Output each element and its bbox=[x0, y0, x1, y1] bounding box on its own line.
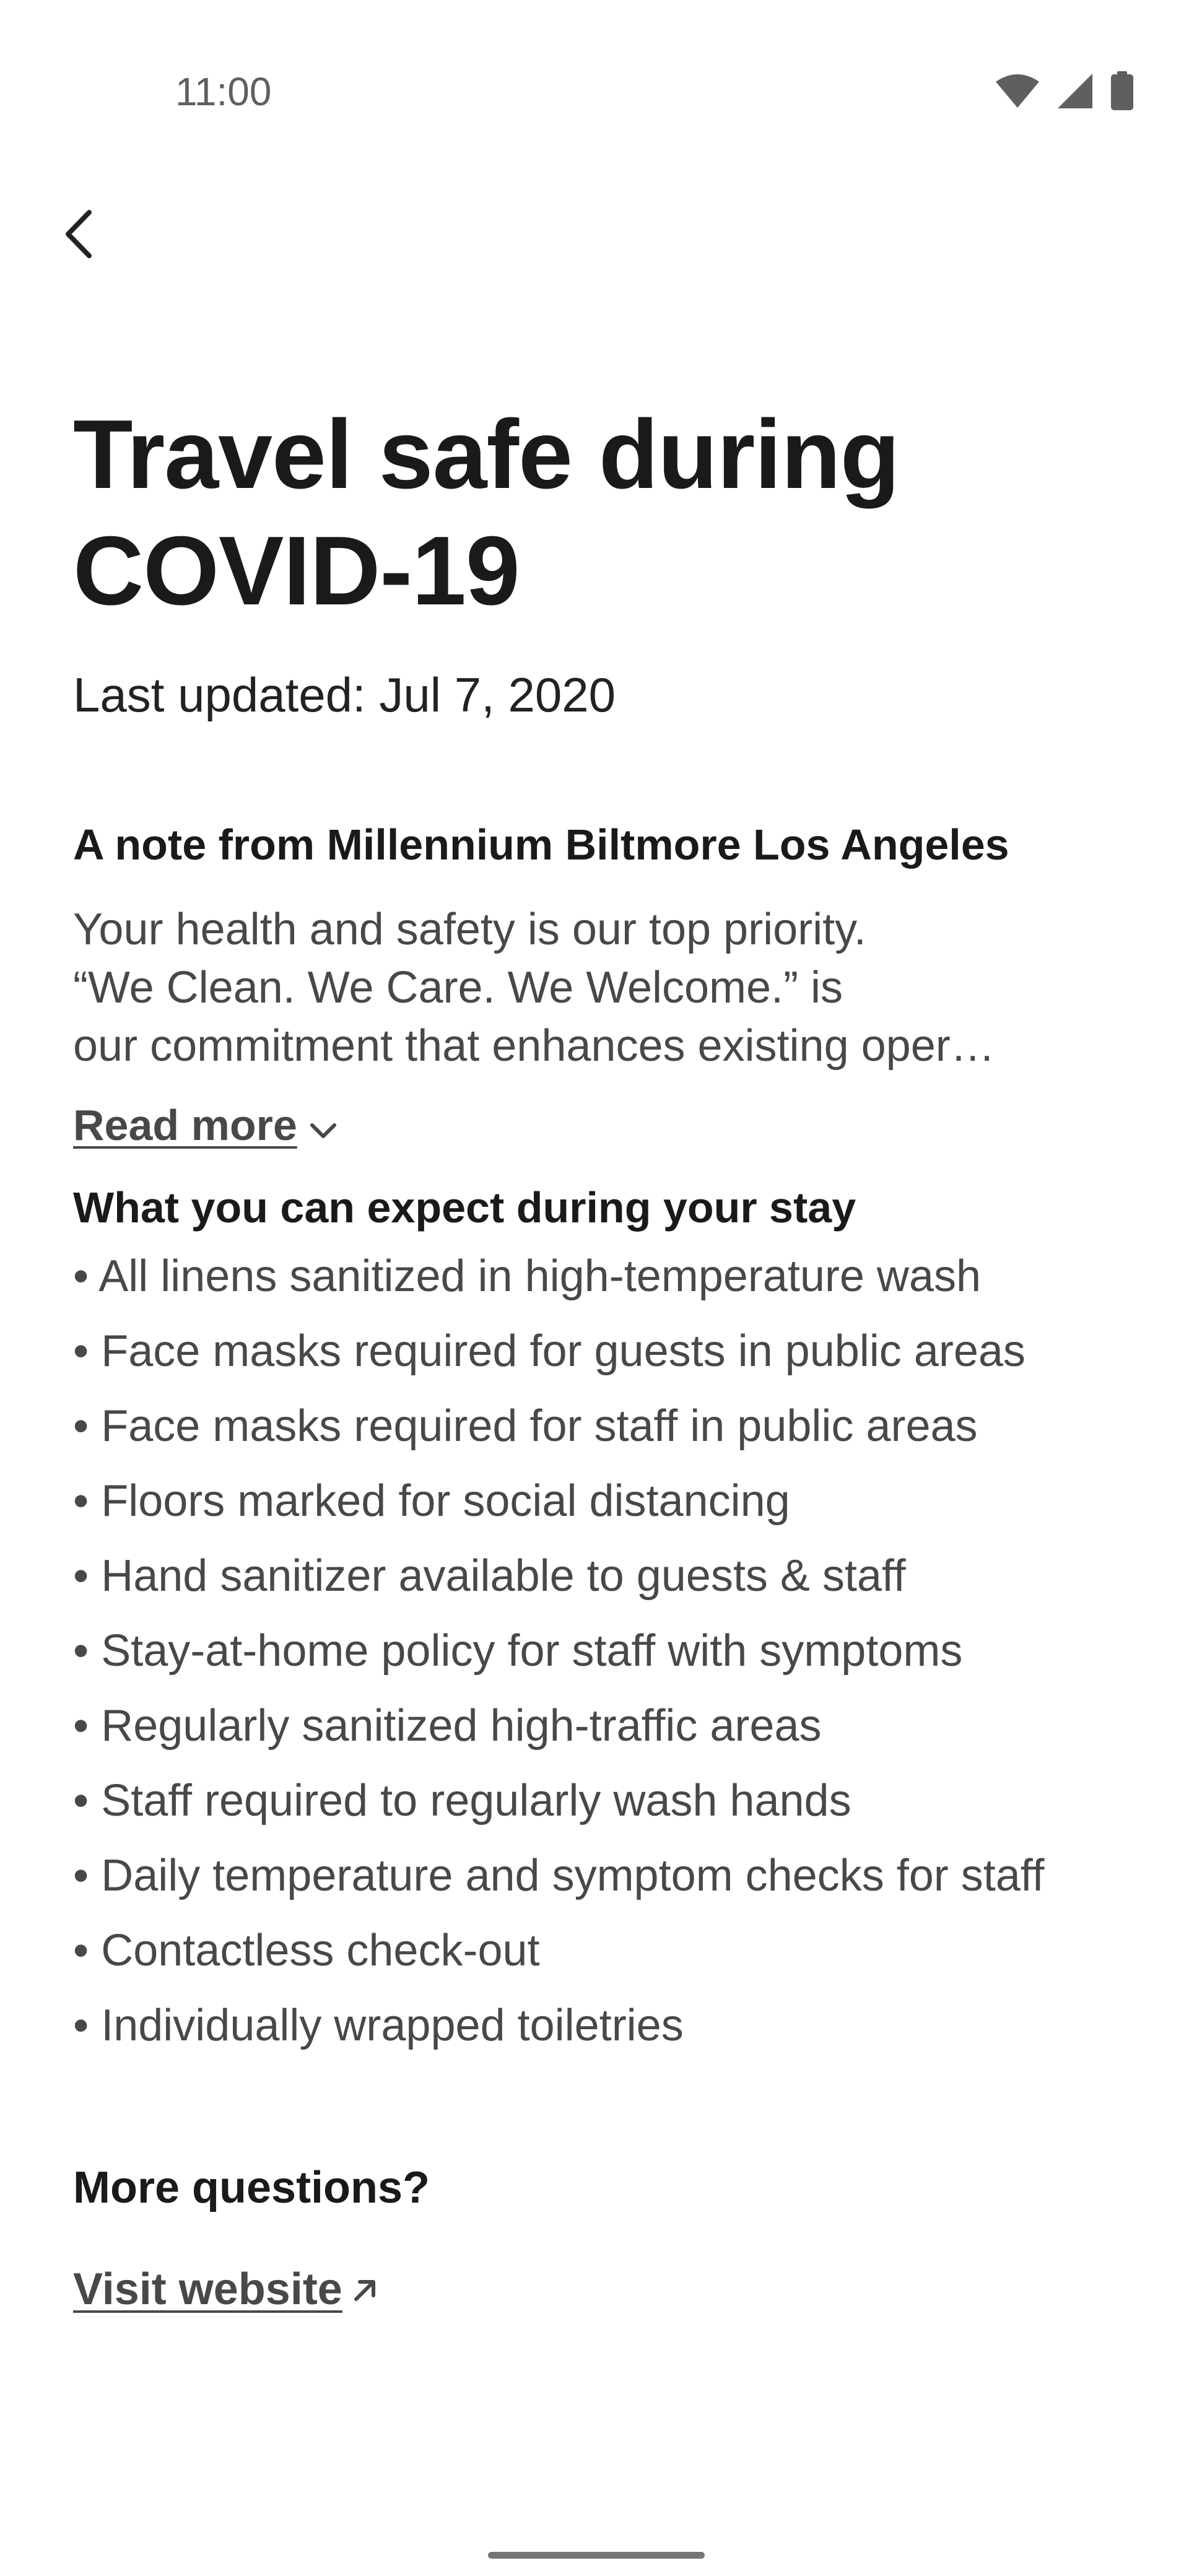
note-heading: A note from Millennium Biltmore Los Angeles bbox=[73, 820, 1009, 869]
list-item: • Contactless check-out bbox=[73, 1926, 540, 1975]
main-content bbox=[73, 396, 1126, 2318]
amenities-list bbox=[73, 1247, 1126, 2055]
list-item: • Daily temperature and symptom checks for staff bbox=[73, 1851, 1045, 1900]
note-line: our commitment that enhances existing oper… bbox=[73, 1021, 995, 1071]
note-body bbox=[73, 900, 1126, 1075]
read-more-label: Read more bbox=[73, 1101, 297, 1149]
status-icons bbox=[995, 69, 1135, 113]
visit-website-label: Visit website bbox=[73, 2265, 342, 2314]
back-button[interactable] bbox=[59, 198, 97, 272]
chevron-left-icon bbox=[59, 206, 97, 265]
list-item: • Individually wrapped toiletries bbox=[73, 2001, 684, 2050]
status-bar bbox=[0, 0, 1189, 124]
battery-icon bbox=[1110, 71, 1135, 111]
list-item: • Staff required to regularly wash hands bbox=[73, 1776, 851, 1825]
home-indicator[interactable] bbox=[488, 2552, 705, 2559]
chevron-down-icon bbox=[310, 1097, 337, 1153]
read-more-button[interactable] bbox=[73, 1097, 337, 1153]
status-time: 11:00 bbox=[175, 69, 272, 114]
last-updated: Last updated: Jul 7, 2020 bbox=[73, 668, 616, 722]
page-title: Travel safe during COVID-19 bbox=[73, 400, 900, 625]
list-item: • Floors marked for social distancing bbox=[73, 1476, 790, 1526]
note-line: “We Clean. We Care. We Welcome.” is bbox=[73, 963, 843, 1012]
wifi-icon bbox=[995, 73, 1040, 109]
list-item: • Hand sanitizer available to guests & staff bbox=[73, 1551, 906, 1601]
list-item: • Face masks required for staff in public areas bbox=[73, 1401, 978, 1451]
list-item: • Stay-at-home policy for staff with symptoms bbox=[73, 1626, 963, 1676]
questions-heading: More questions? bbox=[73, 2163, 430, 2213]
note-line: Your health and safety is our top priority. bbox=[73, 905, 866, 954]
visit-website-link[interactable] bbox=[73, 2260, 378, 2318]
expectations-heading: What you can expect during your stay bbox=[73, 1183, 856, 1232]
list-item: • Face masks required for guests in public areas bbox=[73, 1326, 1026, 1376]
external-link-arrow-icon bbox=[351, 2260, 378, 2318]
list-item: • All linens sanitized in high-temperature wash bbox=[73, 1251, 981, 1301]
list-item: • Regularly sanitized high-traffic areas bbox=[73, 1701, 822, 1751]
cellular-signal-icon bbox=[1056, 72, 1094, 110]
